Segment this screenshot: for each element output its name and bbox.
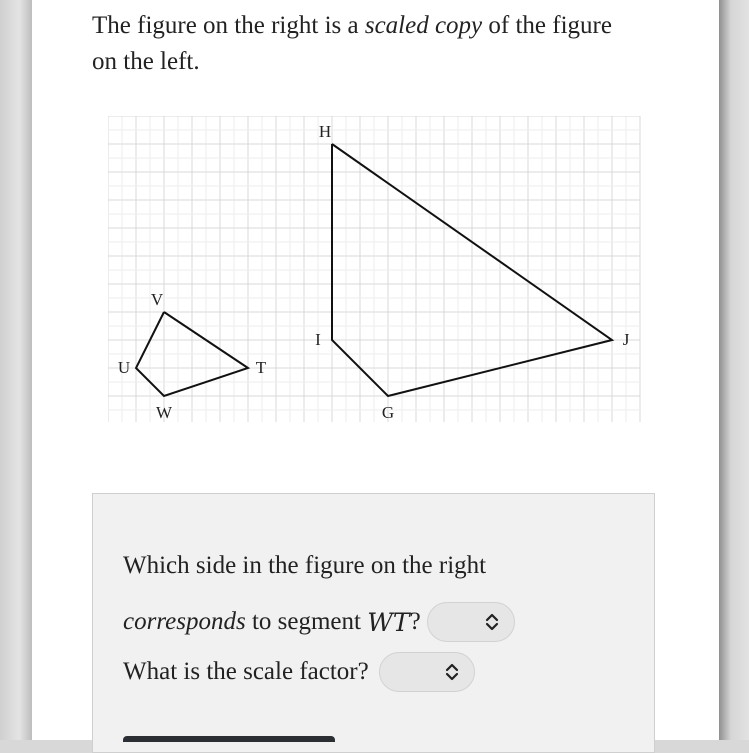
- vertex-label-t: T: [255, 358, 267, 377]
- chevron-up-down-icon: [484, 611, 500, 633]
- chevron-up-down-icon: [444, 661, 460, 683]
- vertex-label-j: J: [622, 330, 630, 349]
- scaled-figures-diagram: [108, 116, 641, 422]
- content-panel: [32, 0, 719, 740]
- vertex-label-i: I: [315, 330, 321, 349]
- scale-factor-dropdown[interactable]: [379, 652, 475, 692]
- problem-statement: [92, 8, 632, 80]
- window-border-right: [719, 0, 749, 740]
- question-1-text-2: to segment: [245, 608, 368, 635]
- segment-math-label: WT: [367, 607, 410, 637]
- question-1-line-1: [123, 552, 486, 580]
- question-mark: ?: [409, 608, 421, 635]
- vertex-label-u: U: [117, 358, 131, 377]
- corresponding-side-dropdown[interactable]: [427, 602, 515, 642]
- vertex-label-v: V: [150, 290, 164, 309]
- question-2-line: [123, 652, 475, 692]
- question-1-line-2: [123, 602, 515, 642]
- window-border-left: [0, 0, 32, 740]
- intro-text-start: The figure on the right is a: [92, 12, 365, 39]
- question-box: [92, 493, 655, 753]
- vertex-label-h: H: [318, 122, 332, 141]
- question-2-text: What is the scale factor?: [123, 658, 369, 685]
- question-1-emphasis: corresponds: [123, 608, 246, 635]
- intro-emphasis: scaled copy: [364, 12, 483, 39]
- vertex-label-g: G: [381, 403, 395, 422]
- vertex-label-w: W: [155, 403, 173, 422]
- intro-text-end: of the figure on the left.: [92, 12, 612, 75]
- question-1-text: Which side in the figure on the right: [123, 552, 487, 579]
- submit-button[interactable]: [123, 736, 335, 742]
